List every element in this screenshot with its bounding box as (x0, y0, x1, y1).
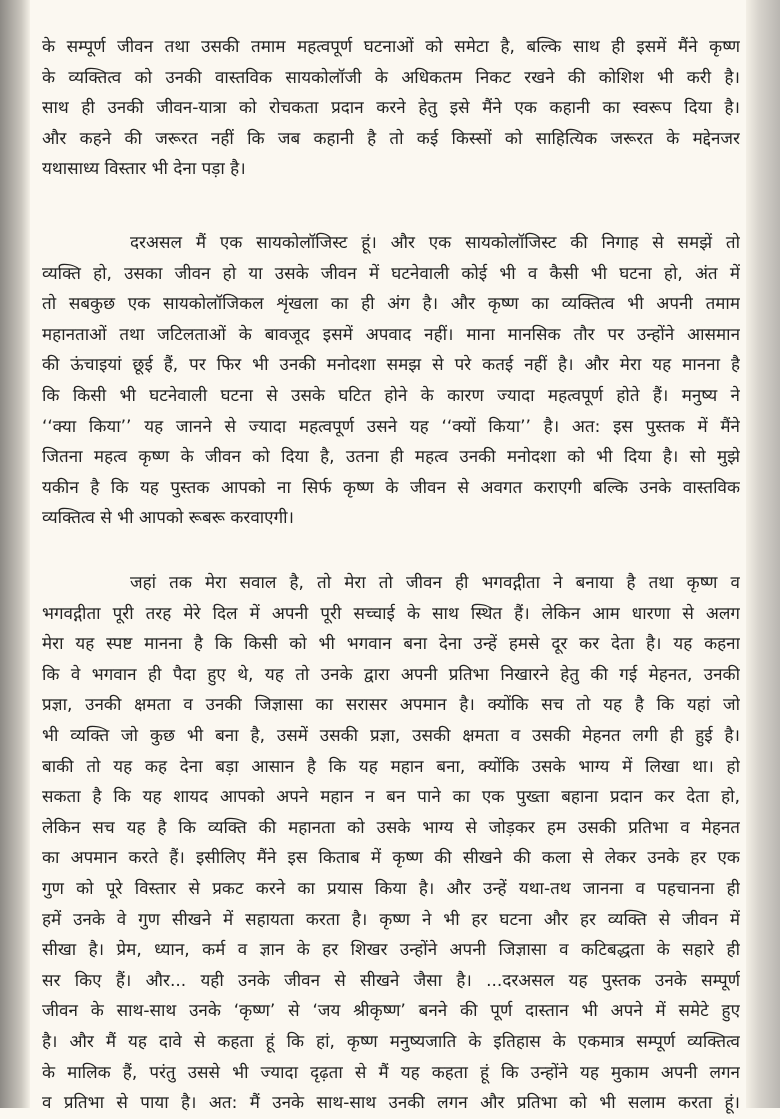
text-line: जहां तक मेरा सवाल है, तो मेरा तो जीवन ही भगवद्गीता ने बनाया है तथा कृष्ण व (130, 573, 740, 593)
text-line: व्यक्तित्व से भी आपको रूबरू करवाएगी। (42, 508, 294, 529)
text-line: व प्रतिभा से पाया है। अत: मैं उनके साथ-साथ उनकी लगन और प्रतिभा को भी सलाम करता हूं। (42, 1093, 740, 1114)
text-line: गुण को पूरे विस्तार से प्रकट करने का प्रयास किया है। और उन्हें यथा-तथ जानना व पहचानना ही (42, 878, 740, 899)
text-line: लेकिन सच यह है कि व्यक्ति की महानता को उसके भाग्य से जोड़कर हम उसकी प्रतिभा व मेहनत (42, 817, 740, 838)
text-line: यकीन है कि यह पुस्तक आपको ना सिर्फ कृष्ण के जीवन से अवगत कराएगी बल्कि उनके वास्तविक (42, 477, 740, 498)
paragraph-1 (42, 32, 740, 185)
page-edge-right (746, 0, 780, 1108)
text-line: भगवद्गीता पूरी तरह मेरे दिल में अपनी पूरी सच्चाई के साथ स्थित हैं। लेकिन आम धारणा से अलग (42, 603, 740, 624)
text-line: दरअसल मैं एक सायकोलॉजिस्ट हूं। और एक सायकोलॉजिस्ट की निगाह से समझें तो (130, 233, 740, 253)
text-line: प्रज्ञा, उनकी क्षमता व उनकी जिज्ञासा का सरासर अपमान है। क्योंकि सच तो यह है कि यहां जो (42, 695, 740, 716)
text-line: भी व्यक्ति जो कुछ भी बना है, उसमें उसकी प्रज्ञा, उसकी क्षमता व उसकी मेहनत लगी ही हुई है। (42, 725, 740, 746)
text-line: मेरा यह स्पष्ट मानना है कि किसी को भी भगवान बना देना उन्हें हमसे दूर कर देता है। यह कहना (42, 634, 740, 655)
text-line: बाकी तो यह कह देना बड़ा आसान है कि यह महान बना, क्योंकि उसके भाग्य में लिखा था। हो (42, 756, 740, 777)
text-line: सकता है कि यह शायद आपको अपने महान न बन पाने का एक पुख्ता बहाना प्रदान कर देता हो, (42, 787, 740, 808)
text-line: के सम्पूर्ण जीवन तथा उसकी तमाम महत्वपूर्ण घटनाओं को समेटा है, बल्कि साथ ही इसमें मैंने कृष्ण (42, 37, 740, 57)
text-line: यथासाध्य विस्तार भी देना पड़ा है। (42, 159, 246, 180)
text-line: और कहने की जरूरत नहीं कि जब कहानी है तो कई किस्सों को साहित्यिक जरूरत के मद्देनजर (42, 128, 740, 149)
text-line: महानताओं तथा जटिलताओं के बावजूद इसमें अपवाद नहीं। माना मानसिक तौर पर उन्होंने आसमान (42, 324, 740, 345)
text-line: कि किसी भी घटनेवाली घटना से उसके घटित होने के कारण ज्यादा महत्वपूर्ण होते हैं। मनुष्य ने (42, 385, 740, 406)
text-line: का अपमान करते हैं। इसीलिए मैंने इस किताब में कृष्ण की सीखने की कला से लेकर उनके हर एक (42, 848, 740, 869)
text-line: के व्यक्तित्व को उनकी वास्तविक सायकोलॉजी के अधिकतम निकट रखने की कोशिश भी करी है। (42, 67, 740, 88)
text-line: साथ ही उनकी जीवन-यात्रा को रोचकता प्रदान करने हेतु इसे मैंने एक कहानी का स्वरूप दिया है। (42, 98, 740, 119)
text-line: व्यक्ति हो, उसका जीवन हो या उसके जीवन में घटनेवाली कोई भी व कैसी भी घटना हो, अंत में (42, 263, 740, 284)
text-line: सर किए हैं। और... यही उनके जीवन से सीखने जैसा है। ...दरअसल यह पुस्तक उनके सम्पूर्ण (42, 970, 740, 991)
text-line: ‘‘क्या किया’’ यह जानने से ज्यादा महत्वपूर्ण उसने यह ‘‘क्यों किया’’ है। अत: इस पुस्तक में मैंने (42, 416, 740, 437)
text-line: की ऊंचाइयां छूई हैं, पर फिर भी उनकी मनोदशा समझ से परे कतई नहीं है। और मेरा यह मानना है (42, 355, 740, 376)
paragraph-3 (42, 568, 740, 1119)
text-line: सीखा है। प्रेम, ध्यान, कर्म व ज्ञान के हर शिखर उन्होंने अपनी जिज्ञासा व कटिबद्धता के सहारे ही (42, 940, 740, 961)
paragraph-2 (42, 228, 740, 534)
text-line: कि वे भगवान ही पैदा हुए थे, यह तो उनके द्वारा अपनी प्रतिभा निखारने हेतु की गई मेहनत, उनकी (42, 664, 740, 685)
text-line: हमें उनके वे गुण सीखने में सहायता करता है। कृष्ण ने भी हर घटना और हर व्यक्ति से जीवन में (42, 909, 740, 930)
text-line: है। और मैं यह दावे से कहता हूं कि हां, कृष्ण मनुष्यजाति के इतिहास के एकमात्र सम्पूर्ण व्यक्तित्व (42, 1031, 740, 1052)
text-line: जितना महत्व कृष्ण के जीवन को दिया है, उतना ही महत्व उनकी मनोदशा को भी दिया है। सो मुझे (42, 447, 740, 468)
text-line: तो सबकुछ एक सायकोलॉजिकल शृंखला का ही अंग है। और कृष्ण का व्यक्तित्व भी अपनी तमाम (42, 294, 740, 315)
page-edge-left (0, 0, 30, 1108)
text-line: के मालिक हैं, परंतु उससे भी ज्यादा दृढ़ता से मैं यह कहता हूं कि उन्होंने यह मुकाम अपनी लगन (42, 1062, 740, 1083)
text-line: जीवन के साथ-साथ उनके ‘कृष्ण’ से ‘जय श्रीकृष्ण’ बनने की पूर्ण दास्तान भी अपने में समेटे हुए (42, 1001, 740, 1022)
